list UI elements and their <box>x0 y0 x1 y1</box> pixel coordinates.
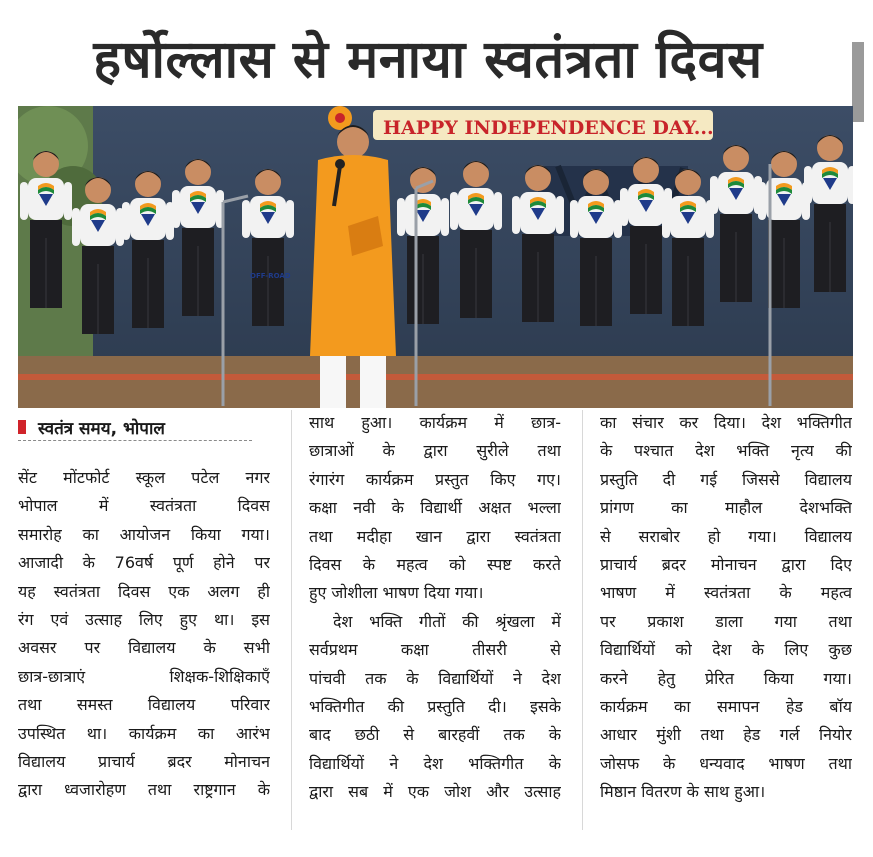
text-line: पांचवी तक के विद्यार्थियों ने देश <box>309 668 561 688</box>
text-line: द्वारा सब में एक जोश और उत्साह <box>309 782 561 802</box>
text-line: भाषण में स्वतंत्रता के महत्व <box>600 583 852 603</box>
headline: हर्षोल्लास से मनाया स्वतंत्रता दिवस <box>93 29 763 90</box>
text-line: जोसफ के धन्यवाद भाषण तथा <box>600 753 852 773</box>
text-line: प्रस्तुति दी गई जिससे विद्यालय <box>600 469 852 489</box>
text-line: रंगारंग कार्यक्रम प्रस्तुत किए गए। <box>309 469 561 489</box>
text-line: विद्यार्थियों ने देश भक्तिगीत के <box>309 753 561 773</box>
text-line: सर्वप्रथम कक्षा तीसरी से <box>309 640 561 660</box>
text-line: देश भक्ति गीतों की श्रृंखला में <box>333 611 561 631</box>
text-line: भक्तिगीत की प्रस्तुति दी। इसके <box>309 696 561 716</box>
text-line: मिष्ठान वितरण के साथ हुआ। <box>600 782 766 802</box>
article-column-1 <box>18 464 270 805</box>
text-line: से सराबोर हो गया। विद्यालय <box>600 526 852 546</box>
text-line: पर प्रकाश डाला गया तथा <box>600 611 852 631</box>
text-line: हुए जोशीला भाषण दिया गया। <box>309 583 484 603</box>
text-line: अवसर पर विद्यालय के सभी <box>18 638 270 658</box>
text-line: प्राचार्य ब्रदर मोनाचन द्वारा दिए <box>600 554 852 574</box>
text-line: भोपाल में स्वतंत्रता दिवस <box>18 496 270 516</box>
text-line: दिवस के महत्व को स्पष्ट करते <box>309 554 561 574</box>
page-edge-bar <box>852 42 864 122</box>
text-line: का संचार कर दिया। देश भक्तिगीत <box>600 413 852 432</box>
text-line: यह स्वतंत्रता दिवस एक अलग ही <box>18 581 270 601</box>
article-column-2 <box>309 409 561 806</box>
byline <box>18 414 252 441</box>
text-line: आधार मुंशी तथा हेड गर्ल नियोर <box>600 725 852 745</box>
column-divider <box>291 410 292 830</box>
text-line: छात्र-छात्राएं शिक्षक-शिक्षिकाएँ <box>18 666 270 686</box>
byline-marker <box>18 420 26 434</box>
photo-illustration <box>18 106 853 408</box>
text-line: समारोह का आयोजन किया गया। <box>18 524 270 544</box>
news-photo <box>18 106 853 408</box>
text-line: सेंट मोंटफोर्ट स्कूल पटेल नगर <box>18 468 270 487</box>
text-line: के पश्चात देश भक्ति नृत्य की <box>600 441 852 461</box>
shirt-text: OFF-ROAD <box>250 272 291 280</box>
text-line: प्रांगण का माहौल देशभक्ति <box>600 498 852 518</box>
text-line: छात्राओं के द्वारा सुरीले तथा <box>309 441 561 461</box>
column-divider <box>582 410 583 830</box>
article-column-3 <box>600 409 852 806</box>
text-line: तथा मदीहा खान द्वारा स्वतंत्रता <box>309 526 561 546</box>
text-line: कक्षा नवी के विद्यार्थी अक्षत भल्ला <box>309 498 561 518</box>
text-line: साथ हुआ। कार्यक्रम में छात्र- <box>309 413 561 432</box>
text-line: करने हेतु प्रेरित किया गया। <box>600 668 852 688</box>
text-line: विद्यालय प्राचार्य ब्रदर मोनाचन <box>18 751 270 771</box>
text-line: रंग एवं उत्साह लिए हुए था। इस <box>18 609 270 629</box>
text-line: विद्यार्थियों को देश के लिए कुछ <box>600 640 852 660</box>
text-line: द्वारा ध्वजारोहण तथा राष्ट्रगान के <box>18 780 270 800</box>
text-line: आजादी के 76वर्ष पूर्ण होने पर <box>18 553 270 573</box>
text-line: बाद छठी से बारहवीं तक के <box>309 725 561 745</box>
banner-text: HAPPY INDEPENDENCE DAY... <box>383 117 714 139</box>
byline-text: स्वतंत्र समय, भोपाल <box>38 418 165 439</box>
text-line: उपस्थित था। कार्यक्रम का आरंभ <box>18 723 270 743</box>
text-line: कार्यक्रम का समापन हेड बॉय <box>600 696 852 716</box>
text-line: तथा समस्त विद्यालय परिवार <box>18 695 270 715</box>
